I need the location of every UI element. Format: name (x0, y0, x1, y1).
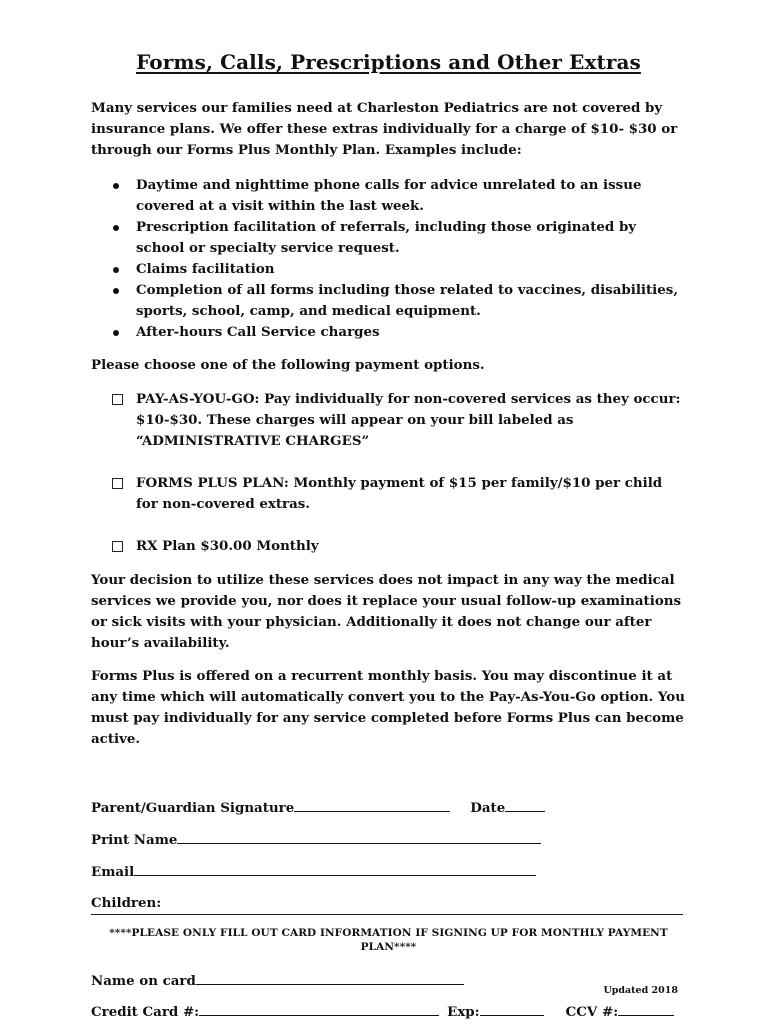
email-label: Email (91, 864, 135, 880)
ccv-field[interactable] (618, 1001, 674, 1016)
choose-prompt: Please choose one of the following payment options. (91, 357, 485, 373)
example-item: After-hours Call Service charges (91, 322, 686, 343)
option-label: PAY-AS-YOU-GO: Pay individually for non-covered services as they occur: $10-$30. These charges will appear on your bill labeled as “ADMINISTRATIVE CHARGES” (136, 391, 681, 449)
example-item: Claims facilitation (91, 259, 686, 280)
page-title: Forms, Calls, Prescriptions and Other Extras (136, 50, 641, 74)
credit-card-label: Credit Card #: (91, 1004, 200, 1020)
option-label: RX Plan $30.00 Monthly (136, 538, 319, 554)
email-row (91, 861, 686, 883)
children-row (91, 893, 686, 914)
name-on-card-row (91, 970, 686, 992)
print-name-field[interactable] (177, 829, 541, 844)
option-rx-plan[interactable] (91, 536, 686, 557)
divider (91, 914, 683, 915)
option-forms-plus-plan[interactable] (91, 473, 686, 515)
print-name-label: Print Name (91, 832, 178, 848)
print-name-row (91, 829, 686, 851)
option-label: FORMS PLUS PLAN: Monthly payment of $15 per family/$10 per child for non-covered extras. (136, 475, 663, 512)
email-field[interactable] (134, 861, 536, 876)
name-on-card-field[interactable] (196, 970, 464, 985)
form-page (91, 50, 686, 1023)
credit-card-row (91, 1001, 686, 1023)
signature-label: Parent/Guardian Signature (91, 800, 295, 816)
checkbox-forms-plus-plan[interactable] (112, 478, 123, 489)
examples-list (91, 175, 686, 343)
exp-field[interactable] (480, 1001, 544, 1016)
card-notice: ****PLEASE ONLY FILL OUT CARD INFORMATION IF SIGNING UP FOR MONTHLY PAYMENT PLAN**** (109, 927, 668, 953)
name-on-card-label: Name on card (91, 973, 196, 989)
ccv-label: CCV #: (565, 1004, 619, 1020)
decision-paragraph: Your decision to utilize these services does not impact in any way the medical services we provide you, nor does it replace your usual follow-up examinations or sick visits with your physician. Additionally it does not change our after hour’s availability. (91, 572, 682, 651)
option-pay-as-you-go[interactable] (91, 389, 686, 452)
signature-row (91, 797, 686, 819)
updated-note: Updated 2018 (603, 985, 678, 996)
exp-label: Exp: (447, 1004, 480, 1020)
credit-card-field[interactable] (199, 1001, 439, 1016)
example-item: Daytime and nighttime phone calls for advice unrelated to an issue covered at a visit within the last week. (91, 175, 686, 217)
date-field[interactable] (505, 797, 545, 812)
children-label: Children: (91, 895, 162, 911)
example-item: Prescription facilitation of referrals, including those originated by school or specialty service request. (91, 217, 686, 259)
date-label: Date (470, 800, 506, 816)
checkbox-rx-plan[interactable] (112, 541, 123, 552)
example-item: Completion of all forms including those related to vaccines, disabilities, sports, school, camp, and medical equipment. (91, 280, 686, 322)
signature-field[interactable] (294, 797, 450, 812)
intro-paragraph: Many services our families need at Charleston Pediatrics are not covered by insurance plans. We offer these extras individually for a charge of $10- $30 or through our Forms Plus Monthly Plan. Examples include: (91, 100, 678, 158)
checkbox-pay-as-you-go[interactable] (112, 394, 123, 405)
forms-plus-paragraph: Forms Plus is offered on a recurrent monthly basis. You may discontinue it at any time which will automatically convert you to the Pay-As-You-Go option. You must pay individually for any service completed before Forms Plus can become active. (91, 668, 685, 747)
